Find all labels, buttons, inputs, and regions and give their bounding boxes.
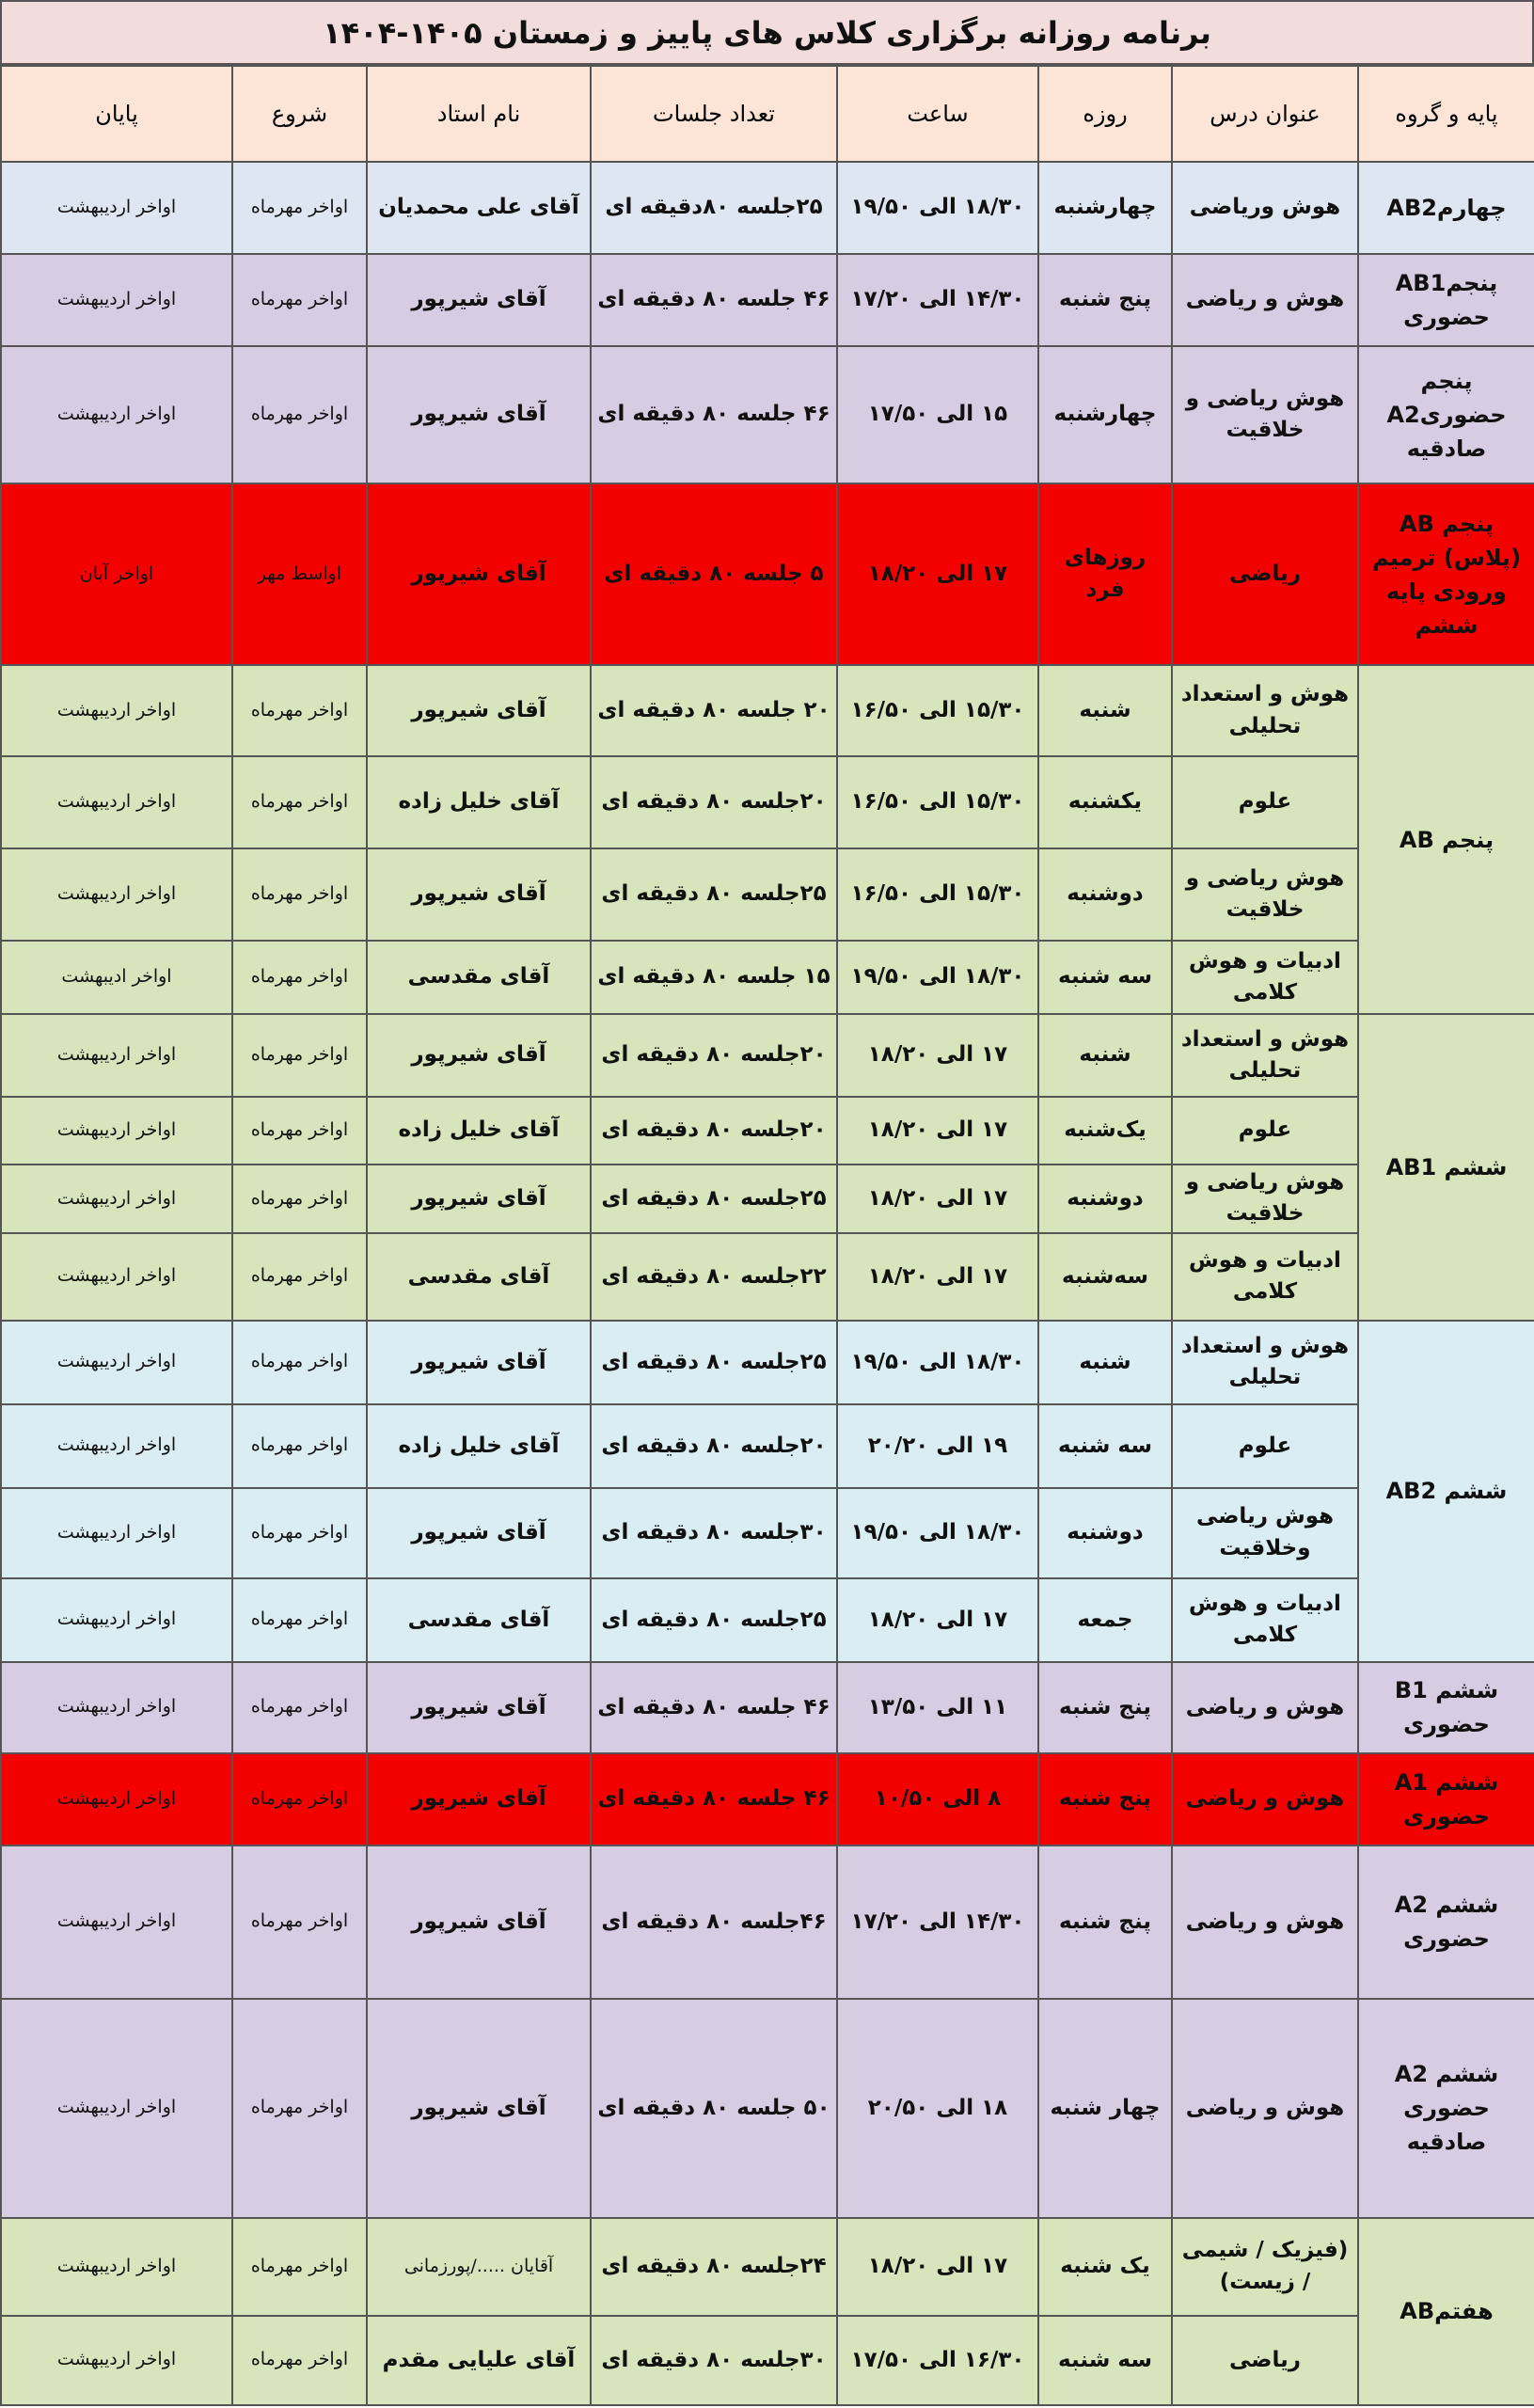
course-cell: (فیزیک / شیمی / زیست)	[1172, 2218, 1358, 2316]
sessions-cell: ۲۲جلسه ۸۰ دقیقه ای	[591, 1233, 837, 1321]
start-cell: اواخر مهرماه	[232, 1164, 367, 1233]
course-cell: هوش وریاضی	[1172, 162, 1358, 254]
teacher-cell: آقای شیرپور	[367, 254, 591, 346]
schedule-table	[0, 65, 1534, 2406]
header-grade: پایه و گروه	[1358, 66, 1534, 162]
course-cell: ریاضی	[1172, 483, 1358, 665]
sessions-cell: ۵ جلسه ۸۰ دقیقه ای	[591, 483, 837, 665]
table-row	[1, 756, 1534, 848]
time-cell: ۸ الی ۱۰/۵۰	[837, 1753, 1038, 1846]
title-bar	[0, 0, 1534, 65]
teacher-cell: آقای خلیل زاده	[367, 1097, 591, 1164]
end-cell: اواخر اردیبهشت	[1, 1578, 232, 1662]
time-cell: ۱۷ الی ۱۸/۲۰	[837, 1164, 1038, 1233]
day-cell: شنبه	[1038, 1321, 1172, 1404]
course-cell: علوم	[1172, 756, 1358, 848]
time-cell: ۱۷ الی ۱۸/۲۰	[837, 2218, 1038, 2316]
teacher-cell: آقای مقدسی	[367, 1233, 591, 1321]
table-row	[1, 1097, 1534, 1164]
sessions-cell: ۲۵جلسه ۸۰ دقیقه ای	[591, 1321, 837, 1404]
end-cell: اواخر اردیبهشت	[1, 2316, 232, 2405]
end-cell: اواخر اردیبهشت	[1, 1846, 232, 1999]
day-cell: شنبه	[1038, 665, 1172, 756]
teacher-cell: آقای شیرپور	[367, 665, 591, 756]
teacher-cell: آقای شیرپور	[367, 1014, 591, 1097]
sessions-cell: ۲۰جلسه ۸۰ دقیقه ای	[591, 1404, 837, 1488]
start-cell: اواخر مهرماه	[232, 756, 367, 848]
start-cell: اواخر مهرماه	[232, 254, 367, 346]
table-row	[1, 162, 1534, 254]
course-cell: هوش و استعداد تحلیلی	[1172, 665, 1358, 756]
time-cell: ۱۸/۳۰ الی ۱۹/۵۰	[837, 1488, 1038, 1578]
table-row	[1, 1164, 1534, 1233]
day-cell: دوشنبه	[1038, 1488, 1172, 1578]
day-cell: روزهای فرد	[1038, 483, 1172, 665]
course-cell: هوش و استعداد تحلیلی	[1172, 1014, 1358, 1097]
end-cell: اواخر اردیبهشت	[1, 756, 232, 848]
table-row	[1, 1014, 1534, 1097]
teacher-cell: آقای شیرپور	[367, 346, 591, 483]
time-cell: ۱۸/۳۰ الی ۱۹/۵۰	[837, 941, 1038, 1014]
teacher-cell: آقای شیرپور	[367, 1321, 591, 1404]
end-cell: اواخر اردیبهشت	[1, 346, 232, 483]
day-cell: یک‌شنبه	[1038, 1097, 1172, 1164]
start-cell: اواخر مهرماه	[232, 1097, 367, 1164]
sessions-cell: ۲۰جلسه ۸۰ دقیقه ای	[591, 756, 837, 848]
end-cell: اواخر اردیبهشت	[1, 1321, 232, 1404]
teacher-cell: آقای شیرپور	[367, 1753, 591, 1846]
group-cell: پنجم AB (پلاس) ترمیم ورودی پایه ششم	[1358, 483, 1534, 665]
day-cell: پنج شنبه	[1038, 1753, 1172, 1846]
day-cell: چهارشنبه	[1038, 162, 1172, 254]
time-cell: ۱۴/۳۰ الی ۱۷/۲۰	[837, 1846, 1038, 1999]
start-cell: اواخر مهرماه	[232, 1999, 367, 2218]
start-cell: اواخر مهرماه	[232, 1578, 367, 1662]
teacher-cell: آقای شیرپور	[367, 1488, 591, 1578]
start-cell: اواخر مهرماه	[232, 1846, 367, 1999]
course-cell: هوش ریاضی و خلاقیت	[1172, 346, 1358, 483]
sessions-cell: ۴۶ جلسه ۸۰ دقیقه ای	[591, 1662, 837, 1753]
header-row	[1, 66, 1534, 162]
header-teacher: نام استاد	[367, 66, 591, 162]
group-cell: ششم AB2	[1358, 1321, 1534, 1662]
course-cell: هوش و استعداد تحلیلی	[1172, 1321, 1358, 1404]
table-row	[1, 1404, 1534, 1488]
teacher-cell: آقای شیرپور	[367, 1662, 591, 1753]
day-cell: دوشنبه	[1038, 1164, 1172, 1233]
time-cell: ۱۵/۳۰ الی ۱۶/۵۰	[837, 665, 1038, 756]
end-cell: اواخر اردیبهشت	[1, 1662, 232, 1753]
start-cell: اواخر مهرماه	[232, 1404, 367, 1488]
time-cell: ۱۶/۳۰ الی ۱۷/۵۰	[837, 2316, 1038, 2405]
group-cell: ششم B1 حضوری	[1358, 1662, 1534, 1753]
sessions-cell: ۲۵جلسه ۸۰ دقیقه ای	[591, 1578, 837, 1662]
header-start: شروع	[232, 66, 367, 162]
start-cell: اواخر مهرماه	[232, 346, 367, 483]
header-end: پایان	[1, 66, 232, 162]
teacher-cell: آقای خلیل زاده	[367, 756, 591, 848]
sessions-cell: ۲۵جلسه ۸۰ دقیقه ای	[591, 1164, 837, 1233]
teacher-cell: آقای شیرپور	[367, 1164, 591, 1233]
table-row	[1, 1999, 1534, 2218]
teacher-cell: آقای شیرپور	[367, 483, 591, 665]
time-cell: ۱۹ الی ۲۰/۲۰	[837, 1404, 1038, 1488]
teacher-cell: آقای خلیل زاده	[367, 1404, 591, 1488]
end-cell: اواخر اردیبهشت	[1, 665, 232, 756]
course-cell: علوم	[1172, 1097, 1358, 1164]
day-cell: پنج شنبه	[1038, 254, 1172, 346]
time-cell: ۱۷ الی ۱۸/۲۰	[837, 1578, 1038, 1662]
table-row	[1, 2218, 1534, 2316]
day-cell: سه شنبه	[1038, 941, 1172, 1014]
end-cell: اواخر آبان	[1, 483, 232, 665]
course-cell: ادبیات و هوش کلامی	[1172, 941, 1358, 1014]
day-cell: سه‌شنبه	[1038, 1233, 1172, 1321]
time-cell: ۱۵/۳۰ الی ۱۶/۵۰	[837, 848, 1038, 941]
time-cell: ۱۸/۳۰ الی ۱۹/۵۰	[837, 162, 1038, 254]
sessions-cell: ۲۰جلسه ۸۰ دقیقه ای	[591, 1097, 837, 1164]
course-cell: هوش و ریاضی	[1172, 254, 1358, 346]
group-cell: پنجمAB1 حضوری	[1358, 254, 1534, 346]
course-cell: هوش ریاضی وخلاقیت	[1172, 1488, 1358, 1578]
day-cell: پنج شنبه	[1038, 1846, 1172, 1999]
day-cell: دوشنبه	[1038, 848, 1172, 941]
page-title: برنامه روزانه برگزاری کلاس های پاییز و زمستان ۱۴۰۵-۱۴۰۴	[323, 14, 1211, 51]
course-cell: ادبیات و هوش کلامی	[1172, 1578, 1358, 1662]
table-row	[1, 1578, 1534, 1662]
day-cell: یک شنبه	[1038, 2218, 1172, 2316]
time-cell: ۱۱ الی ۱۳/۵۰	[837, 1662, 1038, 1753]
teacher-cell: آقای مقدسی	[367, 1578, 591, 1662]
end-cell: اواخر ادیبهشت	[1, 941, 232, 1014]
sessions-cell: ۴۶ جلسه ۸۰ دقیقه ای	[591, 1753, 837, 1846]
end-cell: اواخر اردیبهشت	[1, 1999, 232, 2218]
sessions-cell: ۴۶ جلسه ۸۰ دقیقه ای	[591, 254, 837, 346]
table-row	[1, 665, 1534, 756]
end-cell: اواخر اردیبهشت	[1, 848, 232, 941]
teacher-cell: آقایان .....‌/پورزمانی	[367, 2218, 591, 2316]
start-cell: اواخر مهرماه	[232, 1662, 367, 1753]
table-row	[1, 1662, 1534, 1753]
teacher-cell: آقای مقدسی	[367, 941, 591, 1014]
time-cell: ۱۷ الی ۱۸/۲۰	[837, 483, 1038, 665]
end-cell: اواخر اردیبهشت	[1, 1488, 232, 1578]
table-row	[1, 1321, 1534, 1404]
sessions-cell: ۳۰جلسه ۸۰ دقیقه ای	[591, 1488, 837, 1578]
time-cell: ۱۵/۳۰ الی ۱۶/۵۰	[837, 756, 1038, 848]
course-cell: هوش ریاضی و خلاقیت	[1172, 1164, 1358, 1233]
day-cell: پنج شنبه	[1038, 1662, 1172, 1753]
start-cell: اواخر مهرماه	[232, 848, 367, 941]
header-time: ساعت	[837, 66, 1038, 162]
group-cell: ششم A2 حضوری صادقیه	[1358, 1999, 1534, 2218]
time-cell: ۱۴/۳۰ الی ۱۷/۲۰	[837, 254, 1038, 346]
table-row	[1, 1488, 1534, 1578]
start-cell: اواخر مهرماه	[232, 941, 367, 1014]
end-cell: اواخر اردیبهشت	[1, 254, 232, 346]
header-course: عنوان درس	[1172, 66, 1358, 162]
table-row	[1, 1233, 1534, 1321]
sessions-cell: ۳۰جلسه ۸۰ دقیقه ای	[591, 2316, 837, 2405]
group-cell: ششم A2 حضوری	[1358, 1846, 1534, 1999]
day-cell: شنبه	[1038, 1014, 1172, 1097]
table-row	[1, 483, 1534, 665]
table-row	[1, 254, 1534, 346]
start-cell: اواخر مهرماه	[232, 1014, 367, 1097]
sessions-cell: ۲۵جلسه ۸۰دقیقه ای	[591, 162, 837, 254]
teacher-cell: آقای شیرپور	[367, 1999, 591, 2218]
course-cell: ادبیات و هوش کلامی	[1172, 1233, 1358, 1321]
end-cell: اواخر اردیبهشت	[1, 1097, 232, 1164]
sessions-cell: ۱۵ جلسه ۸۰ دقیقه ای	[591, 941, 837, 1014]
day-cell: چهارشنبه	[1038, 346, 1172, 483]
day-cell: یکشنبه	[1038, 756, 1172, 848]
day-cell: چهار شنبه	[1038, 1999, 1172, 2218]
start-cell: اواخر مهرماه	[232, 2218, 367, 2316]
teacher-cell: آقای علیایی مقدم	[367, 2316, 591, 2405]
teacher-cell: آقای شیرپور	[367, 848, 591, 941]
group-cell: پنجم حضوریA2 صادقیه	[1358, 346, 1534, 483]
header-sessions: تعداد جلسات	[591, 66, 837, 162]
day-cell: سه شنبه	[1038, 1404, 1172, 1488]
group-cell: هفتمAB	[1358, 2218, 1534, 2405]
sessions-cell: ۴۶جلسه ۸۰ دقیقه ای	[591, 1846, 837, 1999]
start-cell: اواخر مهرماه	[232, 665, 367, 756]
course-cell: ریاضی	[1172, 2316, 1358, 2405]
course-cell: هوش و ریاضی	[1172, 1999, 1358, 2218]
time-cell: ۱۷ الی ۱۸/۲۰	[837, 1097, 1038, 1164]
start-cell: اواخر مهرماه	[232, 1488, 367, 1578]
course-cell: هوش و ریاضی	[1172, 1846, 1358, 1999]
course-cell: علوم	[1172, 1404, 1358, 1488]
start-cell: اواخر مهرماه	[232, 2316, 367, 2405]
start-cell: اواخر مهرماه	[232, 162, 367, 254]
day-cell: جمعه	[1038, 1578, 1172, 1662]
sessions-cell: ۵۰ جلسه ۸۰ دقیقه ای	[591, 1999, 837, 2218]
table-row	[1, 2316, 1534, 2405]
end-cell: اواخر اردیبهشت	[1, 1233, 232, 1321]
end-cell: اواخر اردیبهشت	[1, 1014, 232, 1097]
end-cell: اواخر اردیبهشت	[1, 1164, 232, 1233]
table-row	[1, 1846, 1534, 1999]
end-cell: اواخر اردیبهشت	[1, 1753, 232, 1846]
table-row	[1, 941, 1534, 1014]
end-cell: اواخر اردیبهشت	[1, 162, 232, 254]
sessions-cell: ۲۵جلسه ۸۰ دقیقه ای	[591, 848, 837, 941]
time-cell: ۱۷ الی ۱۸/۲۰	[837, 1233, 1038, 1321]
table-row	[1, 346, 1534, 483]
sessions-cell: ۲۰ جلسه ۸۰ دقیقه ای	[591, 665, 837, 756]
group-cell: ششم AB1	[1358, 1014, 1534, 1321]
teacher-cell: آقای شیرپور	[367, 1846, 591, 1999]
start-cell: اواخر مهرماه	[232, 1233, 367, 1321]
course-cell: هوش ریاضی و خلاقیت	[1172, 848, 1358, 941]
table-row	[1, 848, 1534, 941]
group-cell: پنجم AB	[1358, 665, 1534, 1014]
table-row	[1, 1753, 1534, 1846]
course-cell: هوش و ریاضی	[1172, 1753, 1358, 1846]
sessions-cell: ۴۶ جلسه ۸۰ دقیقه ای	[591, 346, 837, 483]
time-cell: ۱۸/۳۰ الی ۱۹/۵۰	[837, 1321, 1038, 1404]
course-cell: هوش و ریاضی	[1172, 1662, 1358, 1753]
group-cell: چهارمAB2	[1358, 162, 1534, 254]
time-cell: ۱۸ الی ۲۰/۵۰	[837, 1999, 1038, 2218]
start-cell: اواخر مهرماه	[232, 1321, 367, 1404]
end-cell: اواخر اردیبهشت	[1, 2218, 232, 2316]
time-cell: ۱۷ الی ۱۸/۲۰	[837, 1014, 1038, 1097]
teacher-cell: آقای علی محمدیان	[367, 162, 591, 254]
day-cell: سه شنبه	[1038, 2316, 1172, 2405]
group-cell: ششم A1 حضوری	[1358, 1753, 1534, 1846]
time-cell: ۱۵ الی ۱۷/۵۰	[837, 346, 1038, 483]
start-cell: اواخر مهرماه	[232, 1753, 367, 1846]
start-cell: اواسط مهر	[232, 483, 367, 665]
sessions-cell: ۲۰جلسه ۸۰ دقیقه ای	[591, 1014, 837, 1097]
header-day: روزه	[1038, 66, 1172, 162]
end-cell: اواخر اردیبهشت	[1, 1404, 232, 1488]
sessions-cell: ۲۴جلسه ۸۰ دقیقه ای	[591, 2218, 837, 2316]
